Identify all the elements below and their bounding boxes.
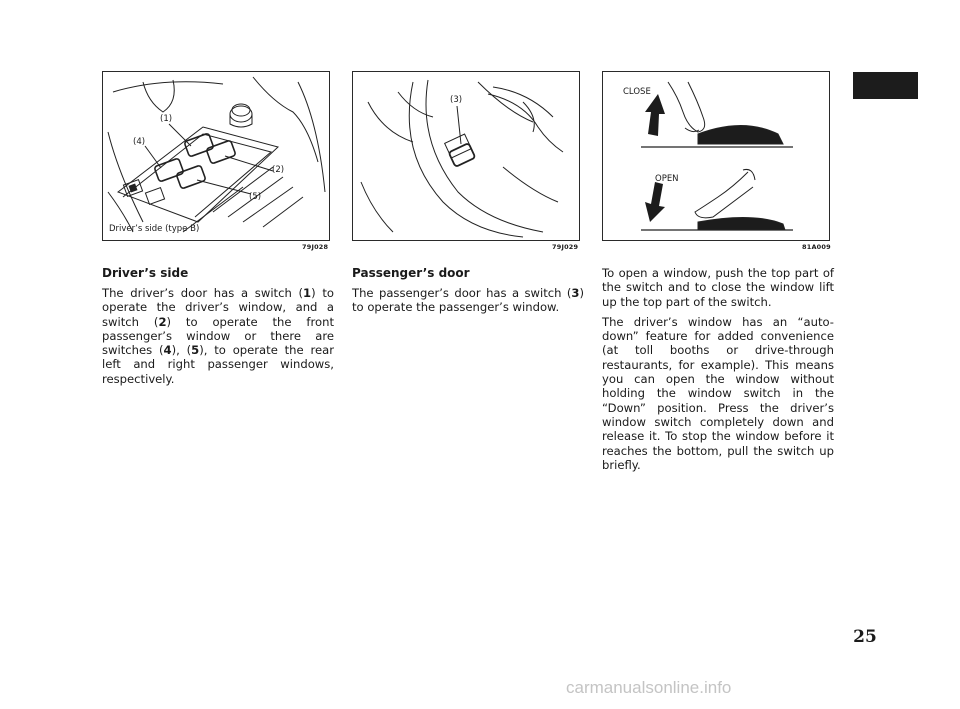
heading-drivers-side: Driver’s side <box>102 266 189 280</box>
watermark: carmanualsonline.info <box>566 678 732 697</box>
close-label: CLOSE <box>623 87 651 97</box>
figure-passenger-switch <box>352 71 580 241</box>
section-tab <box>853 72 918 99</box>
driver-switch-illustration <box>103 72 329 240</box>
column-drivers-side <box>102 266 334 392</box>
open-arrow-icon <box>645 182 665 222</box>
page-number: 25 <box>853 627 877 647</box>
paragraph-drivers-side: The driver’s door has a switch (1) to operate the driver’s window, and a switch (2) to operate the front passenger’s window or there are switches (4), (5), to operate the rear left and right passenger windows, respectively. <box>102 286 334 386</box>
figure-code-3: 81A009 <box>802 243 831 251</box>
open-label: OPEN <box>655 174 679 184</box>
column-open-close <box>602 266 834 478</box>
figure-caption: Driver’s side (type B) <box>109 224 200 234</box>
label-5: (5) <box>249 192 262 202</box>
paragraph-open-close: To open a window, push the top part of the switch and to close the window lift up the top part of the switch. <box>602 266 834 309</box>
label-3: (3) <box>450 95 463 105</box>
label-1: (1) <box>160 114 173 124</box>
paragraph-passengers-door: The passenger’s door has a switch (3) to operate the passenger’s window. <box>352 286 584 315</box>
label-2: (2) <box>272 165 285 175</box>
paragraph-auto-down: The driver’s window has an “auto-down” feature for added convenience (at toll booths or drive-through restaurants, for example). This means you can open the window without holding the window switch in the “Down” position. Press the driver’s window switch completely down and release it. To stop the window before it reaches the bottom, pull the switch up briefly. <box>602 314 834 472</box>
passenger-switch-illustration <box>353 72 579 240</box>
figure-code-2: 79J029 <box>552 243 579 251</box>
column-passengers-door <box>352 266 584 321</box>
close-open-illustration <box>603 72 829 240</box>
figure-code-1: 79J028 <box>302 243 329 251</box>
heading-passengers-door: Passenger’s door <box>352 266 470 280</box>
close-arrow-icon <box>645 94 665 136</box>
figure-driver-switches <box>102 71 330 241</box>
label-4: (4) <box>133 137 146 147</box>
figure-close-open <box>602 71 830 241</box>
